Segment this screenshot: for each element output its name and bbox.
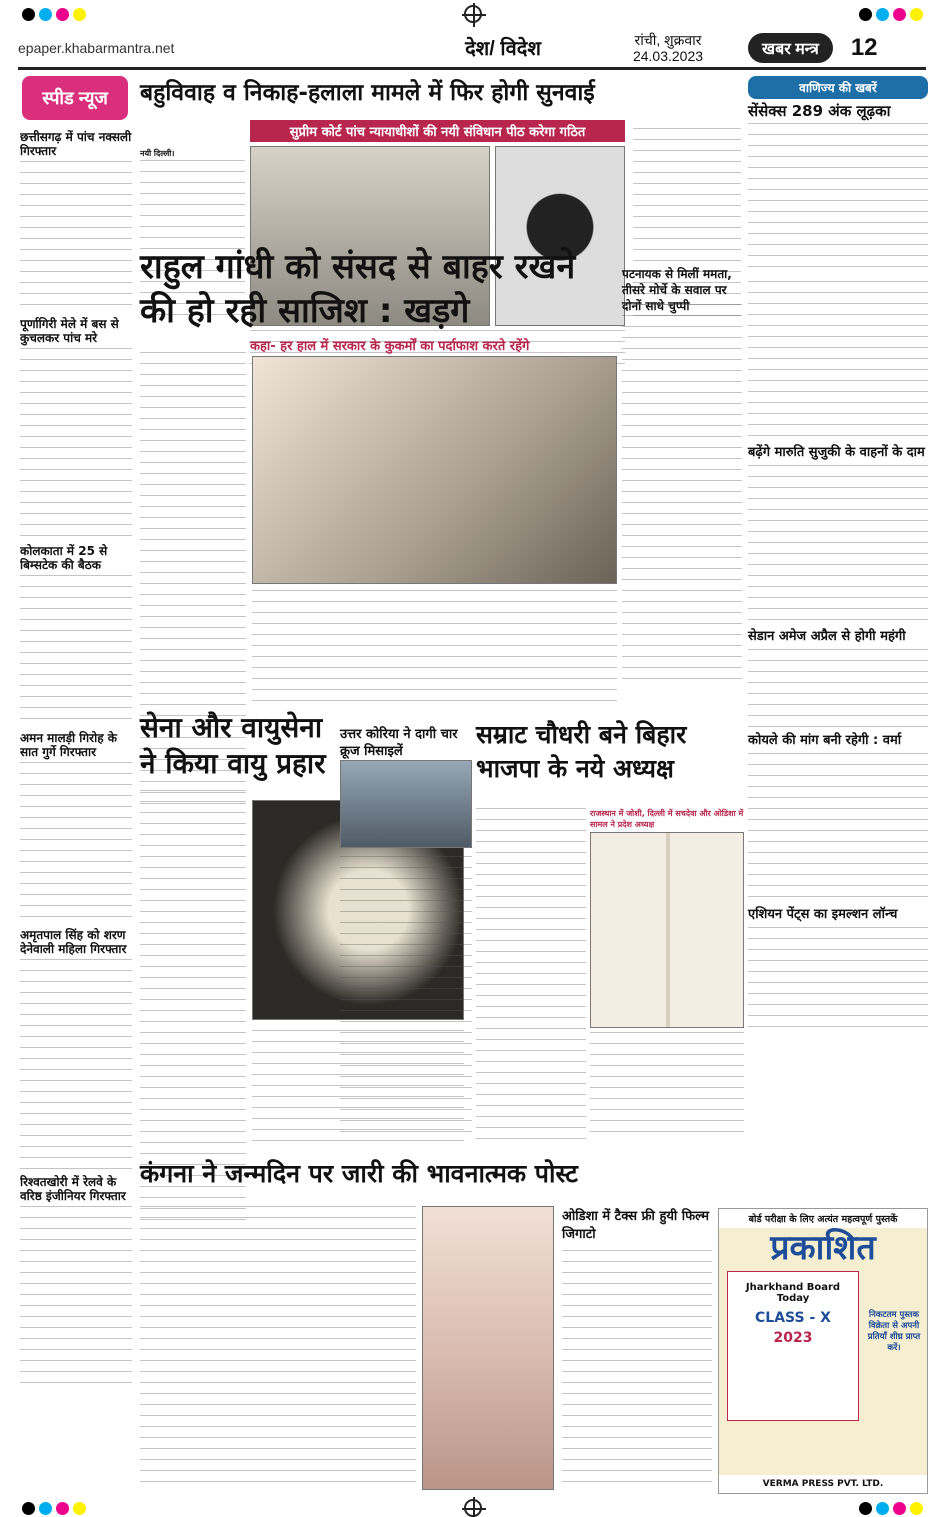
top-registration-marks bbox=[0, 0, 945, 28]
color-dots-left bbox=[22, 8, 86, 21]
story-subheadline: सुप्रीम कोर्ट पांच न्यायाधीशों की नयी संविधान पीठ करेगा गठित bbox=[250, 120, 625, 142]
brand-logo: खबर मन्त्र bbox=[748, 33, 833, 63]
photo-caption: राजस्थान में जोशी, दिल्ली में सचदेवा और ओडिशा में सामल ने प्रदेश अध्यक्ष bbox=[590, 809, 744, 829]
story-headline: ओडिशा में टैक्स फ्री हुयी फिल्म जिगाटो bbox=[562, 1209, 710, 1242]
business-headline: बढ़ेंगे मारुति सुजुकी के वाहनों के दाम bbox=[748, 445, 925, 460]
story-dateline: नयी दिल्ली। bbox=[140, 149, 175, 158]
left-news-item bbox=[20, 1175, 132, 1386]
book-cover bbox=[727, 1271, 859, 1421]
article-body-text bbox=[252, 590, 617, 710]
article-body-text bbox=[20, 959, 132, 1169]
story-headline: सेना और वायुसेना ने किया वायु प्रहार bbox=[140, 711, 326, 780]
article-body-text bbox=[20, 161, 132, 311]
business-headline: कोयले की मांग बनी रहेगी : वर्मा bbox=[748, 733, 902, 748]
bottom-registration-marks bbox=[0, 1494, 945, 1517]
book-class: CLASS - X bbox=[755, 1310, 831, 1326]
business-section-title: वाणिज्य की खबरें bbox=[748, 76, 928, 99]
article-body-text bbox=[748, 465, 928, 625]
place-day: रांची, शुक्रवार bbox=[634, 31, 702, 48]
business-headline: सेडान अमेज अप्रैल से होगी महंगी bbox=[748, 629, 906, 644]
article-body-text bbox=[622, 304, 742, 684]
business-headline: एशियन पेंट्स का इमल्शन लॉन्च bbox=[748, 907, 898, 922]
section-title: देश/ विदेश bbox=[465, 38, 541, 60]
article-body-text bbox=[748, 649, 928, 729]
article-body-text bbox=[340, 856, 472, 1142]
color-dots-left bbox=[22, 1502, 86, 1515]
article-body-text bbox=[748, 123, 928, 273]
dateline-block bbox=[608, 32, 728, 64]
article-body-text bbox=[476, 808, 586, 1142]
story-headline: उत्तर कोरिया ने दागी चार क्रूज मिसाइलें bbox=[340, 727, 458, 759]
article-body-text bbox=[20, 348, 132, 538]
article-body-text bbox=[20, 1206, 132, 1386]
business-headline: सेंसेक्स 289 अंक लूढ़का bbox=[748, 102, 891, 120]
page-number: 12 bbox=[850, 33, 878, 61]
article-body-text bbox=[748, 753, 928, 903]
left-news-item bbox=[20, 928, 132, 1169]
story-headline: राहुल गांधी को संसद से बाहर रखने की हो रही साजिश : खड़गे bbox=[140, 247, 576, 331]
crosshair-icon bbox=[464, 5, 482, 23]
story-headline: बहुविवाह व निकाह-हलाला मामले में फिर होगी सुनवाई bbox=[140, 80, 595, 106]
story-headline: सम्राट चौधरी बने बिहार भाजपा के नये अध्यक्ष bbox=[476, 720, 687, 783]
ad-brand: प्रकाशित bbox=[770, 1228, 876, 1268]
kharge-press-photo bbox=[252, 356, 617, 584]
color-dots-right bbox=[859, 8, 923, 21]
advertisement[interactable] bbox=[718, 1208, 928, 1494]
article-body-text bbox=[748, 281, 928, 441]
story-headline: कंगना ने जन्मदिन पर जारी की भावनात्मक पोस्ट bbox=[140, 1159, 578, 1188]
article-body-text bbox=[20, 762, 132, 922]
bjp-leaders-photos bbox=[590, 832, 744, 1028]
crosshair-icon bbox=[464, 1499, 482, 1517]
left-news-item bbox=[20, 130, 132, 311]
speed-news-column bbox=[20, 124, 132, 1471]
left-news-headline: अमृतपाल सिंह को शरण देनेवाली महिला गिरफ्तार bbox=[20, 928, 127, 956]
article-body-text bbox=[140, 1206, 416, 1490]
left-news-headline: छत्तीसगढ़ में पांच नक्सली गिरफ्तार bbox=[20, 130, 132, 158]
article-body-text bbox=[590, 1032, 744, 1142]
book-title: Jharkhand Board Today bbox=[745, 1282, 841, 1304]
kangana-photo bbox=[422, 1206, 554, 1490]
left-news-item bbox=[20, 317, 132, 538]
epaper-url[interactable]: epaper.khabarmantra.net bbox=[18, 39, 175, 56]
left-news-headline: कोलकाता में 25 से बिम्सटेक की बैठक bbox=[20, 544, 108, 572]
article-body-text bbox=[748, 927, 928, 1027]
book-year: 2023 bbox=[773, 1330, 813, 1346]
left-news-item bbox=[20, 731, 132, 922]
story-subheadline: कहा- हर हाल में सरकार के कुकर्मों का पर्दाफाश करते रहेंगे bbox=[250, 339, 530, 354]
business-news-column bbox=[748, 76, 928, 1027]
speed-news-logo: स्पीड न्यूज bbox=[22, 76, 128, 120]
ad-publisher: VERMA PRESS PVT. LTD. bbox=[719, 1475, 927, 1493]
issue-date: 24.03.2023 bbox=[632, 47, 704, 64]
left-news-headline: पूर्णागिरी मेले में बस से कुचलकर पांच मरे bbox=[20, 317, 119, 345]
missile-launch-photo bbox=[340, 760, 472, 848]
page-header bbox=[18, 28, 926, 70]
article-body-text bbox=[20, 575, 132, 725]
ad-tagline: बोर्ड परीक्षा के लिए अत्यंत महत्वपूर्ण पुस्तकें bbox=[719, 1209, 927, 1228]
left-news-item bbox=[20, 544, 132, 725]
ad-side-text: निकटतम पुस्तक विक्रेता से अपनी प्रतियाँ शीघ्र प्राप्त करें। bbox=[867, 1310, 921, 1353]
left-news-headline: अमन मालड़ी गिरोह के सात गुर्गे गिरफ्तार bbox=[20, 731, 117, 759]
article-body-text bbox=[562, 1250, 712, 1490]
left-news-headline: रिश्वतखोरी में रेलवे के वरिष्ठ इंजीनियर गिरफ्तार bbox=[20, 1175, 126, 1203]
story-headline: पटनायक से मिलीं ममता, तीसरे मोर्चे के सवाल पर दोनों साधे चुप्पी bbox=[622, 267, 732, 313]
color-dots-right bbox=[859, 1502, 923, 1515]
